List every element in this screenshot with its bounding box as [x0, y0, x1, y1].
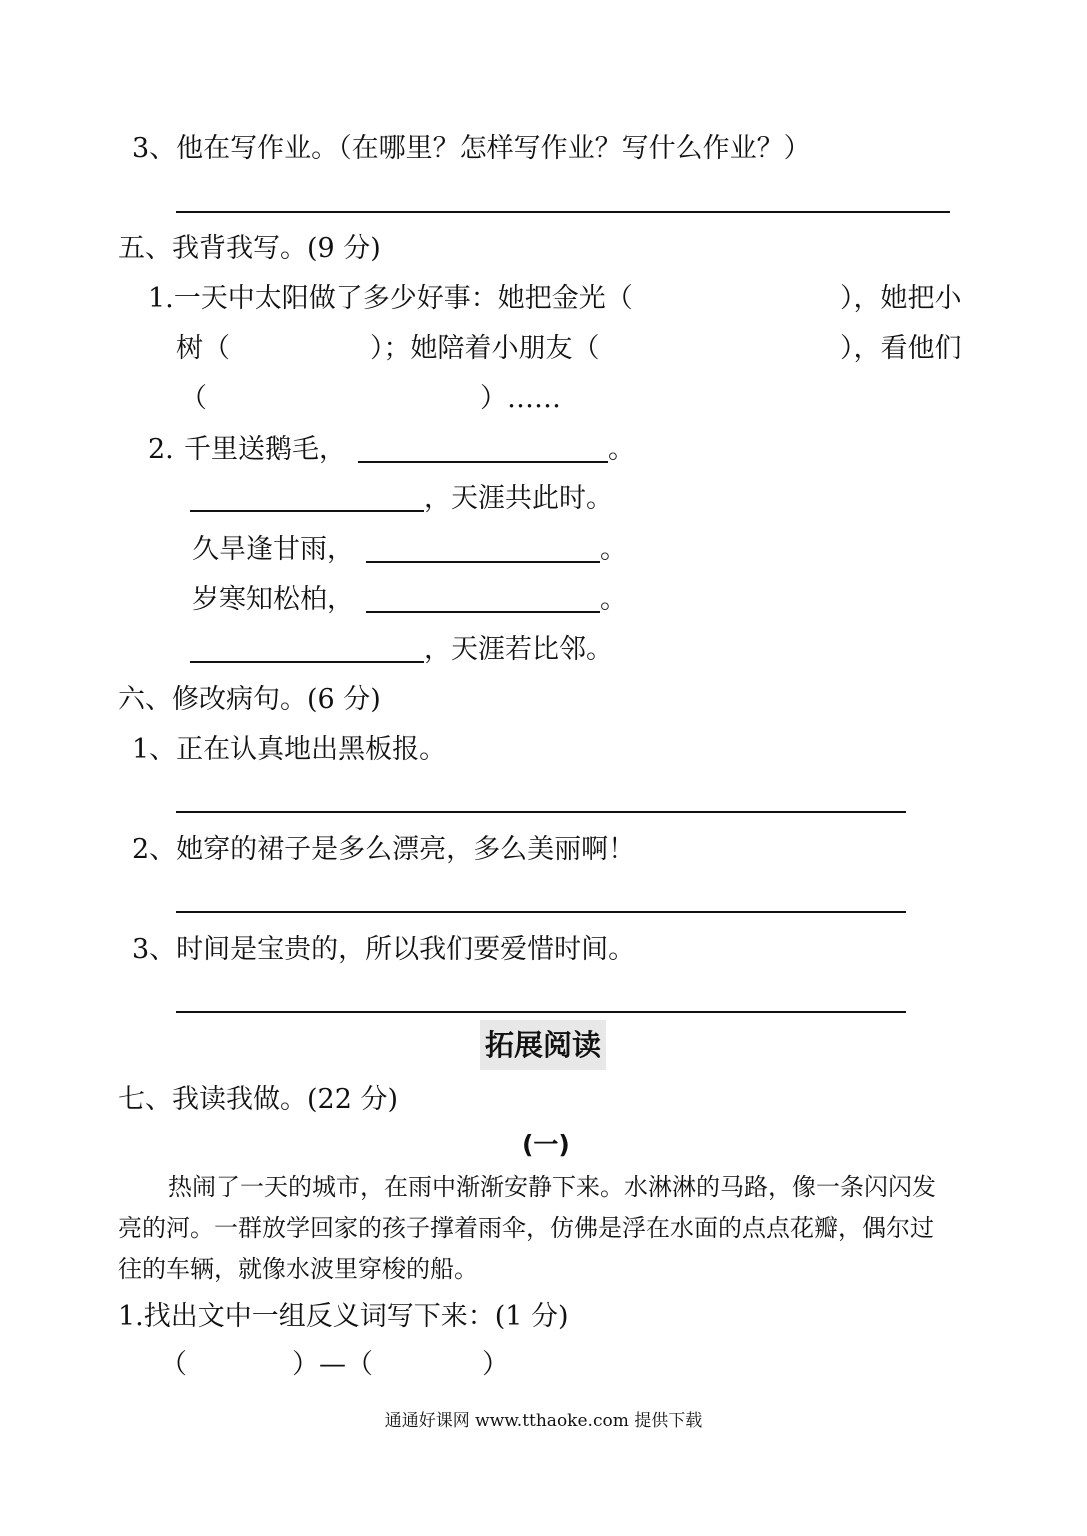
- poem-line-4-end: 。: [600, 584, 627, 615]
- poem-line-1-end: 。: [608, 434, 635, 465]
- antonym-close: ）: [482, 1349, 509, 1380]
- passage-line-1: 热闹了一天的城市，在雨中渐渐安静下来。水淋淋的马路，像一条闪闪发: [168, 1173, 936, 1201]
- answer-line-6-3[interactable]: [176, 1011, 906, 1013]
- section-6-title: 六、修改病句。(6 分): [118, 684, 381, 715]
- poem-line-4: 岁寒知松柏，: [192, 584, 354, 615]
- poem-line-3-end: 。: [600, 534, 627, 565]
- section-5-title: 五、我背我写。(9 分): [118, 233, 381, 264]
- section-7-title: 七、我读我做。(22 分): [118, 1084, 399, 1115]
- poem-line-5: ，天涯若比邻。: [424, 634, 613, 665]
- passage-line-2: 亮的河。一群放学回家的孩子撑着雨伞，仿佛是浮在水面的点点花瓣，偶尔过: [118, 1214, 934, 1242]
- answer-line-6-2[interactable]: [176, 911, 906, 913]
- question-4-3: 3、他在写作业。（在哪里？怎样写作业？写什么作业？）: [132, 133, 811, 164]
- question-5-1-line2a: 树（: [176, 333, 230, 364]
- answer-line-4-3[interactable]: [176, 211, 950, 213]
- question-5-1-line2c: ），看他们: [840, 333, 962, 364]
- question-5-1-line2b: ）；她陪着小朋友（: [370, 333, 600, 364]
- poem-line-1: 千里送鹅毛，: [184, 434, 346, 465]
- poem-blank-5[interactable]: [190, 661, 424, 663]
- passage-line-3: 往的车辆，就像水波里穿梭的船。: [118, 1255, 478, 1283]
- poem-line-2: ，天涯共此时。: [424, 483, 613, 514]
- question-5-1-line1: 1.一天中太阳做了多少好事：她把金光（: [148, 283, 633, 314]
- answer-line-6-1[interactable]: [176, 811, 906, 813]
- passage-1-label: (一): [522, 1130, 570, 1159]
- question-5-1-line3b: ）……: [480, 383, 561, 414]
- question-7-1: 1.找出文中一组反义词写下来：(1 分): [118, 1301, 569, 1332]
- footer-text: 通通好课网 www.tthaoke.com 提供下载: [384, 1411, 703, 1431]
- reading-heading: 拓展阅读: [484, 1028, 601, 1062]
- question-5-1-line1-end: ），她把小: [840, 283, 962, 314]
- question-5-2-label: 2.: [148, 434, 174, 465]
- poem-blank-4[interactable]: [366, 611, 600, 613]
- sentence-6-1: 1、正在认真地出黑板报。: [132, 734, 447, 765]
- sentence-6-3: 3、时间是宝贵的，所以我们要爱惜时间。: [132, 934, 636, 965]
- antonym-open: （: [160, 1349, 187, 1380]
- question-5-1-line3a: （: [180, 383, 207, 414]
- poem-blank-1[interactable]: [358, 461, 608, 463]
- poem-blank-2[interactable]: [190, 510, 424, 512]
- poem-line-3: 久旱逢甘雨，: [192, 534, 354, 565]
- poem-blank-3[interactable]: [366, 561, 600, 563]
- antonym-middle: ）—（: [292, 1349, 373, 1380]
- sentence-6-2: 2、她穿的裙子是多么漂亮，多么美丽啊！: [132, 834, 636, 865]
